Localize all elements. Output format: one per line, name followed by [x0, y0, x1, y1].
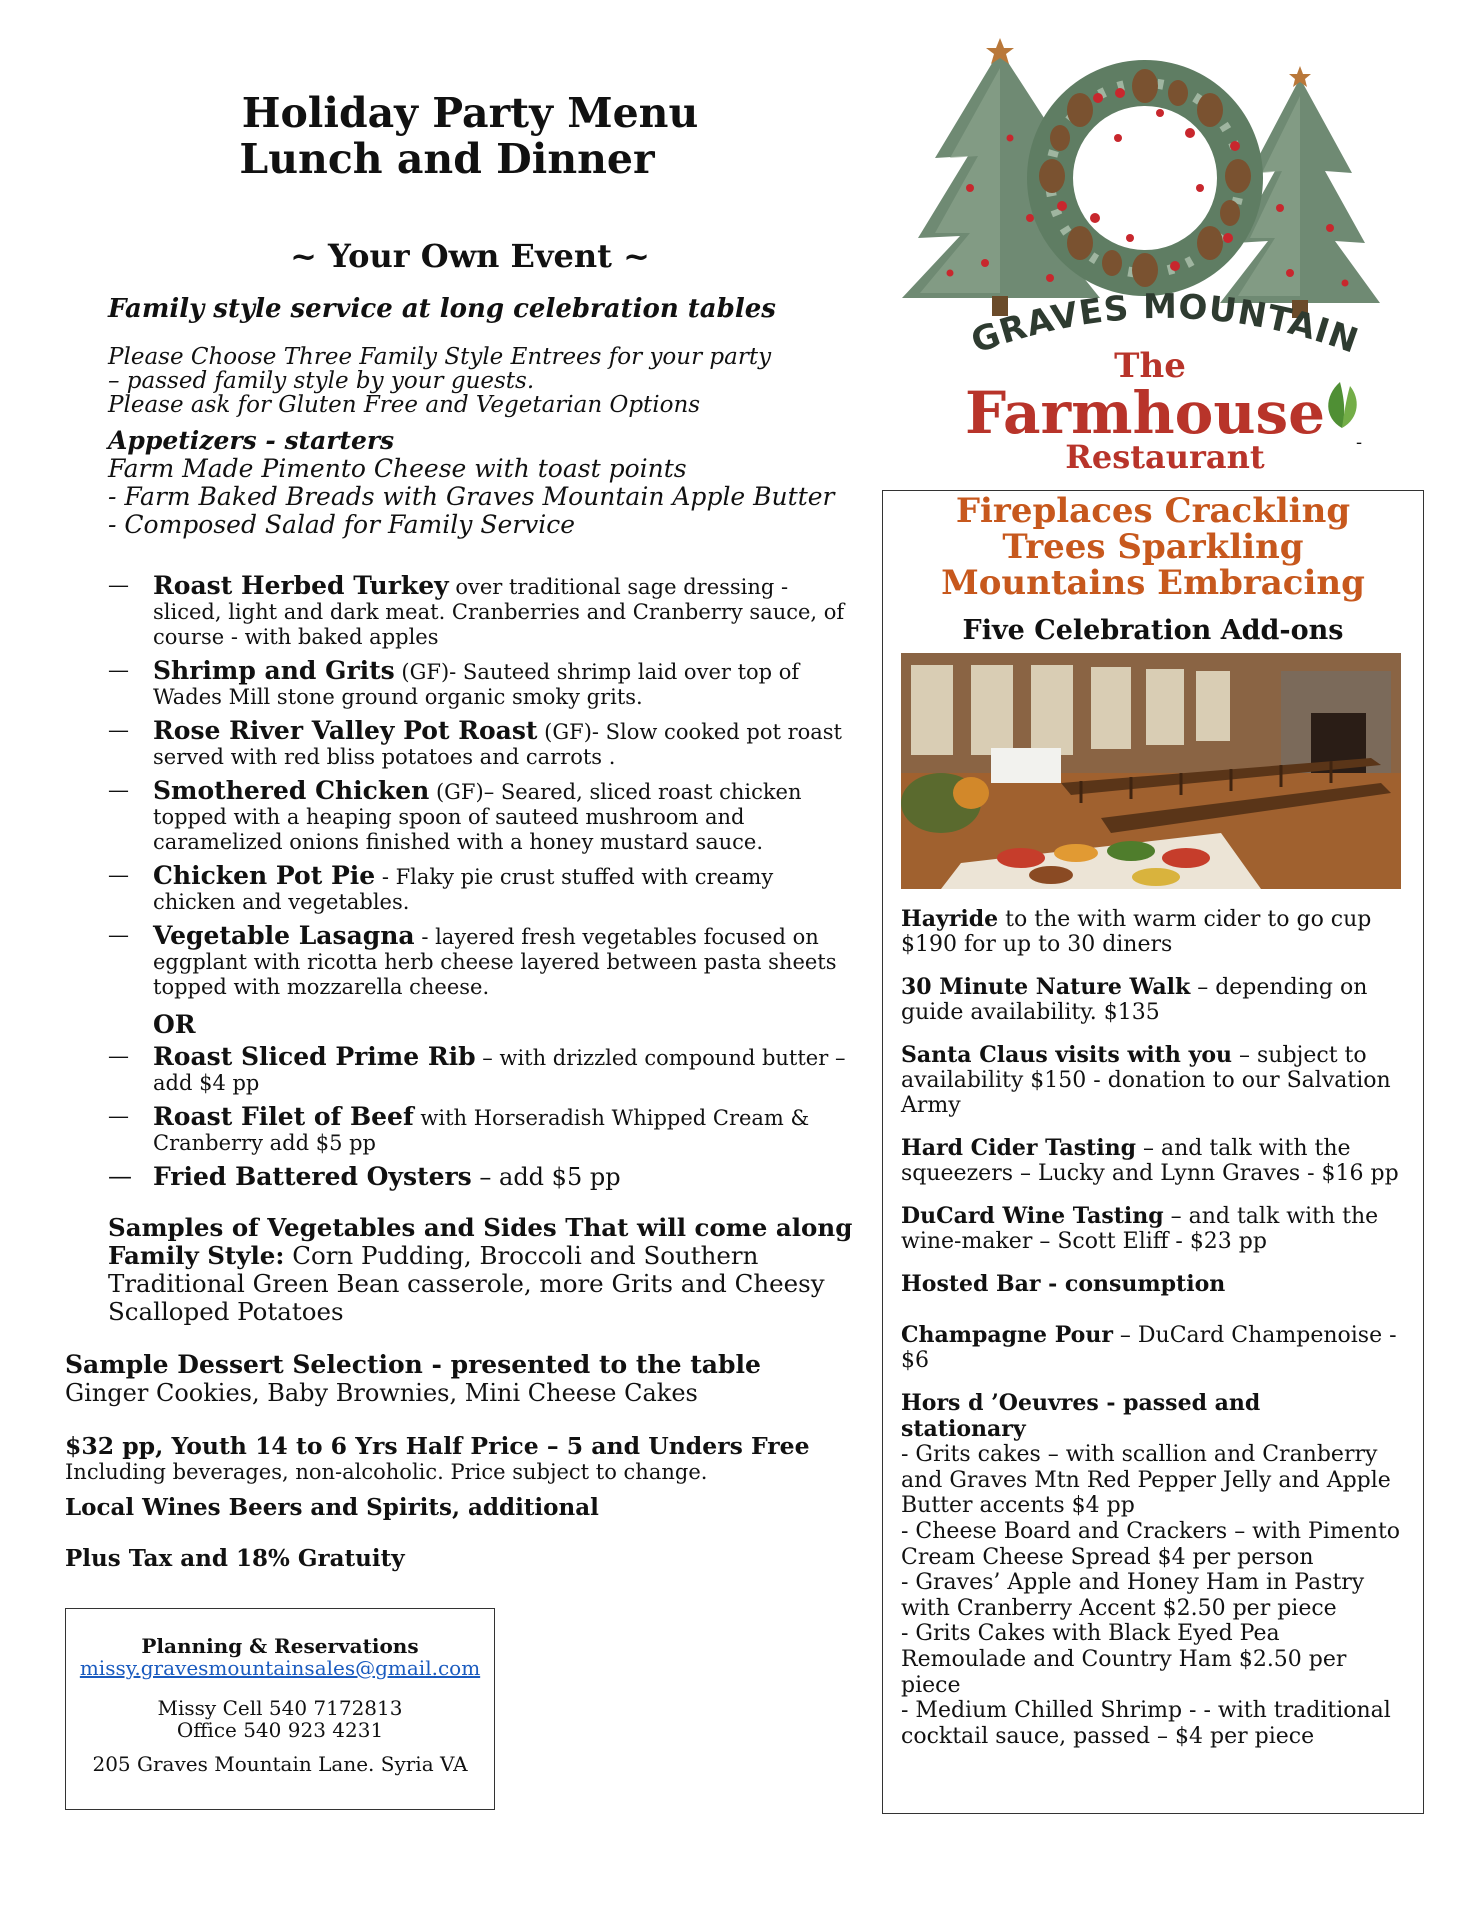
entree-name: Fried Battered Oysters [153, 1162, 472, 1191]
addon-name: Santa Claus visits with you [901, 1042, 1233, 1068]
cell-phone: Missy Cell 540 7172813 [157, 1696, 403, 1720]
hors-doeuvres-item: - Cheese Board and Crackers – with Pimento Cream Cheese Spread $4 per person [901, 1518, 1401, 1570]
addon-item [901, 1204, 1406, 1254]
or-label: OR [153, 1010, 196, 1039]
wreath-illustration [890, 38, 1400, 328]
entree-item [108, 573, 858, 650]
entree-item [108, 658, 858, 710]
price-note: Including beverages, non-alcoholic. Price subject to change. [65, 1460, 708, 1484]
premium-entree-item [108, 1044, 858, 1096]
addon-description: – and talk with the wine-maker – Scott Eliff - $23 pp [901, 1204, 1379, 1254]
price-line: $32 pp, Youth 14 to 6 Yrs Half Price – 5 and Unders Free [65, 1432, 810, 1460]
addon-list [901, 907, 1406, 1749]
entree-name: Roast Herbed Turkey [153, 571, 449, 600]
sides-heading: Samples of Vegetables and Sides That will come along Family Style: [108, 1213, 853, 1270]
premium-entree-item [108, 1164, 858, 1190]
entree-description: – add $5 pp [471, 1163, 621, 1191]
dash-bullet: — [108, 718, 129, 742]
entree-description: (GF)- Sauteed shrimp laid over top of Wades Mill stone ground organic smoky grits. [153, 660, 800, 709]
hors-doeuvres-item: - Grits Cakes with Black Eyed Pea Remoulade and Country Ham $2.50 per piece [901, 1621, 1347, 1698]
addon-name: Hard Cider Tasting [901, 1135, 1136, 1161]
entree-name: Roast Sliced Prime Rib [153, 1042, 476, 1071]
addon-name: Hosted Bar - consumption [901, 1271, 1226, 1297]
appetizer-item: Farm Made Pimento Cheese with toast points [108, 454, 687, 483]
logo-restaurant: Restaurant [1065, 438, 1265, 476]
stray-mark: - [1356, 432, 1363, 453]
tagline-line: Fireplaces Crackling [955, 491, 1351, 531]
appetizer-item: - Farm Baked Breads with Graves Mountain Apple Butter [108, 482, 835, 511]
service-line: Family style service at long celebration tables [108, 294, 776, 324]
appetizers-heading: Appetizers - starters [108, 426, 395, 455]
wines-note: Local Wines Beers and Spirits, additional [65, 1494, 599, 1521]
addon-name: Hayride [901, 906, 999, 932]
dash-bullet: — [108, 1044, 129, 1068]
addon-description: – DuCard Champenoise - $6 [901, 1323, 1397, 1373]
entree-description: (GF)- Slow cooked pot roast served with red bliss potatoes and carrots . [153, 720, 842, 769]
title-line-2: Lunch and Dinner [239, 135, 655, 183]
dessert-section [65, 1350, 825, 1407]
dining-room-image [901, 653, 1401, 889]
entree-name: Rose River Valley Pot Roast [153, 716, 538, 745]
dash-bullet: — [108, 1162, 132, 1190]
appetizers-section [108, 427, 868, 539]
planning-heading: Planning & Reservations [141, 1634, 419, 1658]
address: 205 Graves Mountain Lane. Syria VA [92, 1752, 468, 1776]
entree-item [108, 863, 858, 915]
addon-description: to the with warm cider to go cup $190 for up to 30 diners [901, 907, 1372, 957]
entree-item [108, 778, 858, 855]
entree-name: Smothered Chicken [153, 776, 430, 805]
instruction-line: Please ask for Gluten Free and Vegetarian Options [108, 392, 701, 418]
addon-item [901, 1043, 1406, 1118]
addon-item [901, 1136, 1406, 1186]
dessert-heading: Sample Dessert Selection - presented to the table [65, 1350, 761, 1379]
entree-name: Shrimp and Grits [153, 656, 395, 685]
addon-name: DuCard Wine Tasting [901, 1203, 1164, 1229]
sides-section [108, 1214, 868, 1326]
dash-bullet: — [108, 1104, 129, 1128]
addons-box [882, 490, 1424, 1814]
instruction-line: Please Choose Three Family Style Entrees for your party [108, 344, 772, 370]
addon-name: Champagne Pour [901, 1322, 1113, 1348]
pinecone-wreath [1039, 69, 1251, 287]
entree-list [108, 573, 858, 1198]
instructions [108, 344, 828, 418]
dash-bullet: — [108, 778, 129, 802]
logo-farmhouse: Farmhouse [964, 379, 1326, 447]
hors-doeuvres-item: - Medium Chilled Shrimp - - with traditional cocktail sauce, passed – $4 per piece [901, 1698, 1391, 1749]
entree-name: Roast Filet of Beef [153, 1102, 414, 1131]
title-line-1: Holiday Party Menu [241, 89, 699, 137]
addon-item [901, 1272, 1406, 1297]
graves-mountain-arc-text: GRAVES MOUNTAIN [966, 292, 1364, 362]
addon-item [901, 975, 1406, 1025]
entree-item [108, 718, 858, 770]
addon-item [901, 1323, 1406, 1373]
email-link[interactable] [66, 1657, 494, 1679]
dash-bullet: — [108, 658, 129, 682]
dash-bullet: — [108, 923, 129, 947]
addon-description: – depending on guide availability. $135 [901, 975, 1368, 1025]
hors-doeuvres-item: - Graves’ Apple and Honey Ham in Pastry with Cranberry Accent $2.50 per piece [901, 1570, 1365, 1621]
tax-note: Plus Tax and 18% Gratuity [65, 1545, 405, 1572]
entree-name: Vegetable Lasagna [153, 921, 415, 950]
addon-description: – and talk with the squeezers – Lucky and Lynn Graves - $16 pp [901, 1136, 1399, 1186]
office-phone: Office 540 923 4231 [176, 1718, 384, 1742]
entree-item [108, 923, 858, 1000]
addons-heading: Five Celebration Add-ons [962, 615, 1344, 646]
page-title [150, 90, 790, 182]
planning-box [65, 1608, 495, 1810]
entree-description: - Flaky pie crust stuffed with creamy chicken and vegetables. [153, 865, 774, 914]
wreath-and-trees-icon [890, 38, 1400, 328]
instruction-line: – passed family style by your guests. [108, 368, 535, 394]
tagline [883, 493, 1423, 601]
entree-description: - layered fresh vegetables focused on eggplant with ricotta herb cheese layered between pasta sheets topped with mozzarella cheese. [153, 925, 837, 999]
addon-name: 30 Minute Nature Walk [901, 974, 1191, 1000]
leaf-icon [1322, 378, 1362, 430]
logo-the: The [1114, 346, 1186, 386]
entree-description: – with drizzled compound butter – add $4 pp [153, 1046, 846, 1095]
dash-bullet: — [108, 573, 129, 597]
hors-doeuvres-heading: Hors d ’Oeuvres - passed and stationary [901, 1390, 1261, 1442]
tagline-line: Mountains Embracing [941, 563, 1365, 603]
premium-entree-item [108, 1104, 858, 1156]
addon-item [901, 907, 1406, 957]
email-link-text[interactable]: missy.gravesmountainsales@gmail.com [79, 1656, 481, 1680]
dining-room-photo [901, 653, 1401, 889]
entree-description: (GF)– Seared, sliced roast chicken topped with a heaping spoon of sauteed mushroom and caramelized onions finished with a honey mustard sauce. [153, 780, 802, 854]
dessert-text: Ginger Cookies, Baby Brownies, Mini Cheese Cakes [65, 1379, 698, 1407]
entree-description: with Horseradish Whipped Cream & Cranberry add $5 pp [153, 1106, 810, 1155]
event-subtitle: ~ Your Own Event ~ [290, 237, 650, 275]
tagline-line: Trees Sparkling [1002, 527, 1304, 567]
entree-name: Chicken Pot Pie [153, 861, 376, 890]
entree-description: over traditional sage dressing - sliced, light and dark meat. Cranberries and Cranberry sauce, of course - with baked apples [153, 575, 845, 649]
addon-description: – subject to availability $150 - donation to our Salvation Army [901, 1043, 1391, 1118]
hors-doeuvres-item: - Grits cakes – with scallion and Cranberry and Graves Mtn Red Pepper Jelly and Apple Butter accents $4 pp [901, 1442, 1391, 1519]
appetizer-item: - Composed Salad for Family Service [108, 510, 576, 539]
sides-text: Corn Pudding, Broccoli and Southern Traditional Green Bean casserole, more Grits and Cheesy Scalloped Potatoes [108, 1241, 825, 1326]
hors-doeuvres-section [901, 1391, 1406, 1749]
dash-bullet: — [108, 863, 129, 887]
pricing-section [65, 1433, 845, 1572]
